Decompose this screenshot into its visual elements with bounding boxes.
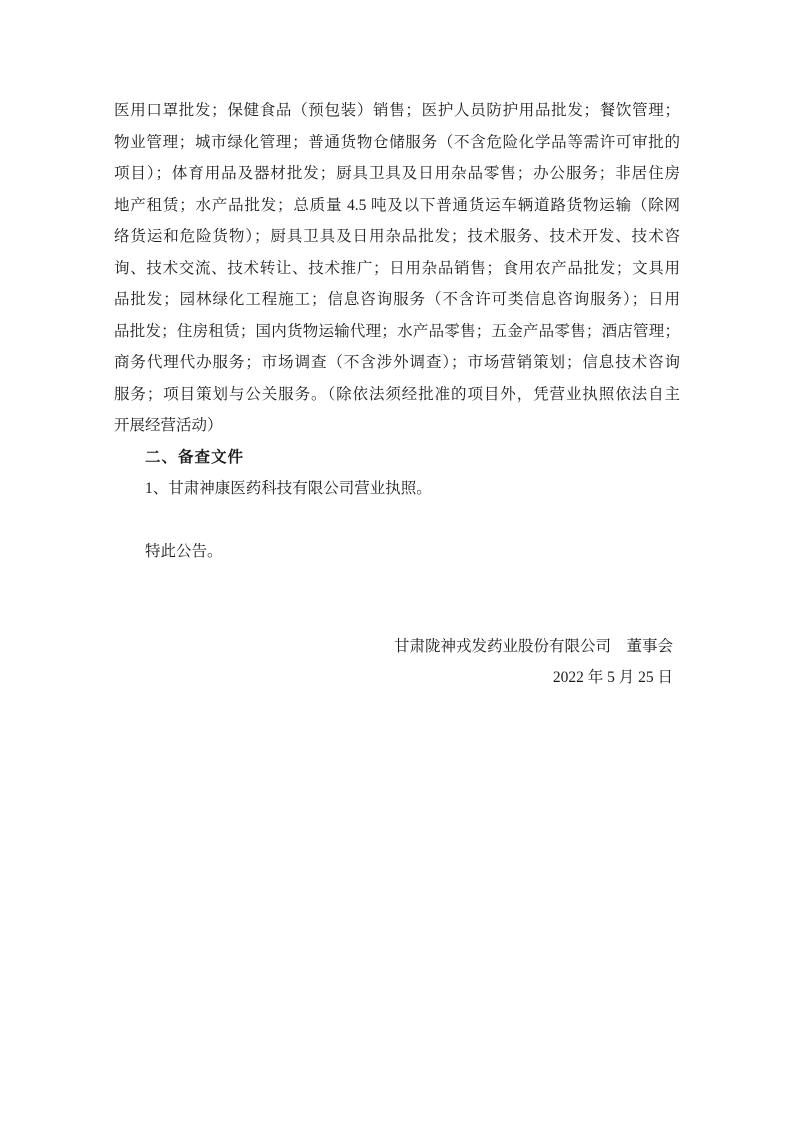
body-text-line: 询、技术交流、技术转让、技术推广；日用杂品销售；食用农产品批发；文具用 [114,259,680,277]
document-body [114,95,680,694]
list-item: 1、甘肃神康医药科技有限公司营业执照。 [145,480,432,497]
blank-line [114,599,680,631]
body-text-line: 服务；项目策划与公关服务。（除依法须经批准的项目外，凭营业执照依法自主 [114,385,680,403]
body-text-line: 品批发；住房租赁；国内货物运输代理；水产品零售；五金产品零售；酒店管理； [114,322,680,340]
blank-line [114,568,680,600]
body-text-line: 地产租赁；水产品批发；总质量 4.5 吨及以下普通货运车辆道路货物运输（除网 [114,196,680,214]
body-text-line: 品批发；园林绿化工程施工；信息咨询服务（不含许可类信息咨询服务）；日用 [114,291,680,308]
body-text-line: 项目）；体育用品及器材批发；厨具卫具及日用杂品零售；办公服务；非居住房 [114,165,680,182]
blank-line [114,505,680,537]
date-line: 2022 年 5 月 25 日 [552,669,673,686]
body-text-line: 开展经营活动） [114,417,223,434]
section-heading: 二、备查文件 [145,448,245,466]
signature-line: 甘肃陇神戎发药业股份有限公司 董事会 [393,637,673,655]
closing-line: 特此公告。 [145,543,223,560]
body-text-line: 医用口罩批发；保健食品（预包装）销售；医护人员防护用品批发；餐饮管理； [114,102,680,119]
body-text-line: 络货运和危险货物）；厨具卫具及日用杂品批发；技术服务、技术开发、技术咨 [114,228,680,245]
body-text-line: 商务代理代办服务；市场调查（不含涉外调查）；市场营销策划；信息技术咨询 [114,354,680,371]
body-text-line: 物业管理；城市绿化管理；普通货物仓储服务（不含危险化学品等需许可审批的 [114,133,680,151]
